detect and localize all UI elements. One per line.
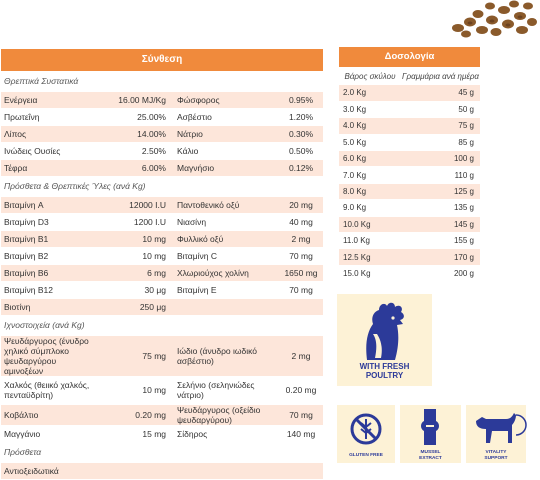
nutrient-name: Σελήνιο (σεληνιώδες νάτριο) [174, 376, 279, 404]
dog-weight: 15.0 Kg [339, 265, 409, 281]
nutrient-value: 0.12% [279, 159, 323, 176]
nutrient-value: 16.00 MJ/Kg [98, 91, 174, 108]
rooster-icon [337, 294, 432, 364]
table-row [1, 425, 323, 442]
nutrient-name: Ψευδάργυρος (οξείδιο ψευδαργύρου) [174, 404, 279, 425]
nutrient-name: Κοβάλτιο [1, 404, 98, 425]
nutrient-name: Βιταμίνη B2 [1, 247, 98, 264]
vitality-support-badge [466, 405, 526, 463]
nutrient-value: 40 mg [279, 213, 323, 230]
daily-grams: 85 g [409, 134, 480, 150]
daily-grams: 50 g [409, 101, 480, 117]
nutrient-name: Κάλιο [174, 142, 279, 159]
daily-grams: 170 g [409, 249, 480, 265]
nutrient-value: 0.30% [279, 125, 323, 142]
composition-panel [1, 49, 323, 480]
composition-title: Σύνθεση [1, 49, 323, 71]
daily-grams: 110 g [409, 167, 480, 183]
nutrient-value: 15 mg [98, 425, 174, 442]
nutrient-value: 1.20% [279, 108, 323, 125]
table-row [1, 142, 323, 159]
nutrient-name: Χλωριούχος χολίνη [174, 264, 279, 281]
table-row [1, 298, 323, 315]
table-row [1, 91, 323, 108]
composition-table [1, 71, 323, 480]
mussel-extract-badge [400, 405, 461, 463]
nutrient-value: 6 mg [98, 264, 174, 281]
dog-weight: 2.0 Kg [339, 85, 409, 101]
nutrient-name: Βιταμίνη D3 [1, 213, 98, 230]
table-row [1, 264, 323, 281]
table-row [1, 404, 323, 425]
nutrient-value: 70 mg [279, 281, 323, 298]
nutrient-value: 6.00% [98, 159, 174, 176]
nutrient-name: Τέφρα [1, 159, 98, 176]
nutrient-name: Βιταμίνη B12 [1, 281, 98, 298]
table-row [339, 200, 480, 216]
nutrient-value: 0.20 mg [98, 404, 174, 425]
table-row [1, 230, 323, 247]
dosage-col-weight: Βάρος σκύλου [344, 71, 396, 81]
poultry-label-line2: POULTRY [365, 371, 404, 380]
nutrient-name: Βιταμίνη B6 [1, 264, 98, 281]
dosage-col-grams: Γραμμάρια ανά ημέρα [401, 71, 479, 81]
nutrient-value: 14.00% [98, 125, 174, 142]
section-heading [1, 71, 323, 91]
nutrient-name: Ινώδεις Ουσίες [1, 142, 98, 159]
nutrient-name: Σίδηρος [174, 425, 279, 442]
nutrient-name: Φυλλικό οξύ [174, 230, 279, 247]
kibble-image [448, 0, 538, 38]
nutrient-value: 0.20 mg [279, 376, 323, 404]
section-heading [1, 176, 323, 196]
table-row [339, 167, 480, 183]
section-heading-text: Πρόσθετα & Θρεπτικές Ύλες (ανά Kg) [1, 176, 323, 196]
nutrient-value: 70 mg [279, 247, 323, 264]
dosage-panel [339, 47, 480, 282]
dog-icon [466, 405, 526, 449]
daily-grams: 100 g [409, 151, 480, 167]
daily-grams: 135 g [409, 200, 480, 216]
nutrient-name: Νάτριο [174, 125, 279, 142]
nutrient-value: 0.95% [279, 91, 323, 108]
table-row [1, 281, 323, 298]
daily-grams: 155 g [409, 233, 480, 249]
nutrient-name: Παντοθενικό οξύ [174, 196, 279, 213]
daily-grams: 200 g [409, 265, 480, 281]
table-row [339, 151, 480, 167]
nutrient-value: 25.00% [98, 108, 174, 125]
dog-weight: 12.5 Kg [339, 249, 409, 265]
table-row [339, 249, 480, 265]
nutrient-name: Βιταμίνη B1 [1, 230, 98, 247]
nutrient-name: Ιώδιο (άνυδρο ιωδικό ασβέστιο) [174, 335, 279, 376]
dog-weight: 10.0 Kg [339, 216, 409, 232]
joint-icon [400, 405, 461, 449]
nutrient-name: Λίπος [1, 125, 98, 142]
nutrient-value: 0.50% [279, 142, 323, 159]
nutrient-value: 10 mg [98, 376, 174, 404]
dog-weight: 8.0 Kg [339, 183, 409, 199]
section-heading [1, 442, 323, 462]
fresh-poultry-badge [337, 294, 432, 386]
nutrient-name: Ενέργεια [1, 91, 98, 108]
nutrient-name: Μαγγάνιο [1, 425, 98, 442]
nutrient-value: 250 μg [98, 298, 174, 315]
table-row [1, 335, 323, 376]
table-row [1, 376, 323, 404]
dosage-title: Δοσολογία [339, 47, 480, 67]
dog-weight: 9.0 Kg [339, 200, 409, 216]
dog-weight: 6.0 Kg [339, 151, 409, 167]
nutrient-value: 12000 I.U [98, 196, 174, 213]
nutrient-name: Ασβέστιο [174, 108, 279, 125]
table-row [1, 462, 323, 479]
dosage-table [339, 85, 480, 282]
nutrient-value: 10 mg [98, 230, 174, 247]
table-row [339, 233, 480, 249]
table-row [339, 101, 480, 117]
nutrient-value: 1650 mg [279, 264, 323, 281]
dog-weight: 5.0 Kg [339, 134, 409, 150]
table-row [1, 159, 323, 176]
nutrient-value: 30 μg [98, 281, 174, 298]
daily-grams: 75 g [409, 118, 480, 134]
nutrient-name: Φώσφορος [174, 91, 279, 108]
nutrient-name: Χαλκός (θειικό χαλκός, πενταϋδρίτη) [1, 376, 98, 404]
mussel-label-line1: MUSSEL [420, 450, 441, 455]
nutrient-value: 75 mg [98, 335, 174, 376]
gluten-free-badge [337, 405, 395, 463]
nutrient-value: 140 mg [279, 425, 323, 442]
nutrient-name: Βιταμίνη E [174, 281, 279, 298]
section-heading-text: Θρεπτικά Συστατικά [1, 71, 323, 91]
nutrient-name: Νιασίνη [174, 213, 279, 230]
gluten-free-icon [337, 405, 395, 451]
nutrient-name: Βιταμίνη A [1, 196, 98, 213]
daily-grams: 145 g [409, 216, 480, 232]
dog-weight: 7.0 Kg [339, 167, 409, 183]
nutrient-value: 2 mg [279, 335, 323, 376]
table-row [1, 213, 323, 230]
nutrient-name: Ψευδάργυρος (ένυδρο χηλικό σύμπλοκο ψευδαργύρου αμινοξέων [1, 335, 98, 376]
table-row [339, 118, 480, 134]
table-row [339, 134, 480, 150]
table-row [339, 265, 480, 281]
dog-weight: 11.0 Kg [339, 233, 409, 249]
nutrient-value: 2 mg [279, 230, 323, 247]
vitality-label-line1: VITALITY [485, 450, 507, 455]
poultry-label-line1: WITH FRESH [359, 362, 410, 371]
vitality-label-line2: SUPPORT [484, 455, 508, 461]
dosage-column-headers [339, 67, 480, 85]
table-row [1, 108, 323, 125]
daily-grams: 45 g [409, 85, 480, 101]
nutrient-name: Βιταμίνη C [174, 247, 279, 264]
dog-weight: 4.0 Kg [339, 118, 409, 134]
section-heading-text: Ιχνοστοιχεία (ανά Kg) [1, 315, 323, 335]
table-row [1, 125, 323, 142]
table-row [1, 247, 323, 264]
table-row [1, 196, 323, 213]
mussel-label-line2: EXTRACT [419, 455, 442, 461]
table-row [339, 183, 480, 199]
gluten-free-label: GLUTEN FREE [349, 453, 383, 458]
nutrient-value: 2.50% [98, 142, 174, 159]
nutrient-value: 1200 I.U [98, 213, 174, 230]
additive-name: Αντιοξειδωτικά [1, 462, 323, 479]
dog-weight: 3.0 Kg [339, 101, 409, 117]
nutrient-value: 20 mg [279, 196, 323, 213]
nutrient-value [279, 298, 323, 315]
nutrient-name: Πρωτεΐνη [1, 108, 98, 125]
table-row [339, 216, 480, 232]
nutrient-name [174, 298, 279, 315]
section-heading-text: Πρόσθετα [1, 442, 323, 462]
nutrient-name: Βιοτίνη [1, 298, 98, 315]
nutrient-name: Μαγνήσιο [174, 159, 279, 176]
nutrient-value: 10 mg [98, 247, 174, 264]
section-heading [1, 315, 323, 335]
daily-grams: 125 g [409, 183, 480, 199]
nutrient-value: 70 mg [279, 404, 323, 425]
table-row [339, 85, 480, 101]
